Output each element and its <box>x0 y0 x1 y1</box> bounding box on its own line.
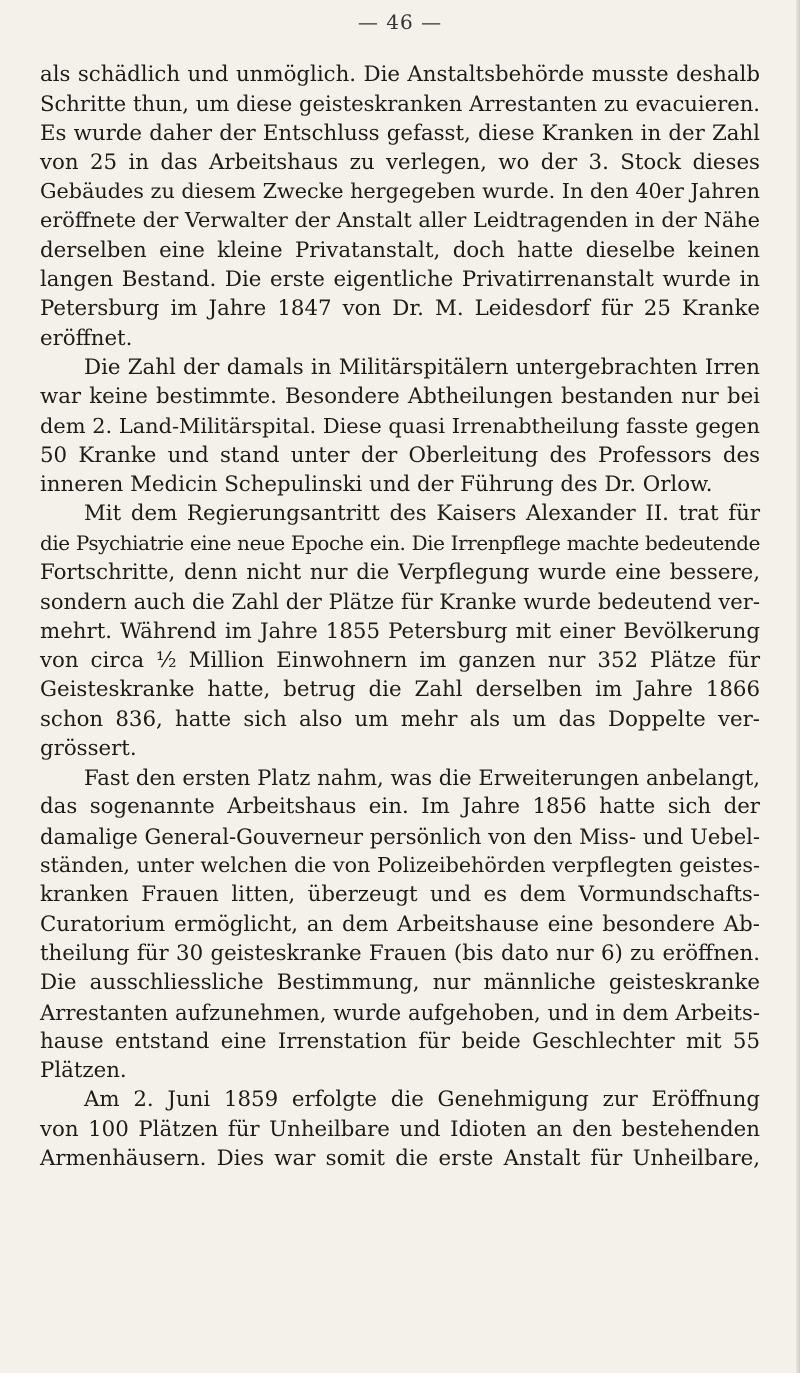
page-edge <box>796 0 800 1373</box>
text-line: Die ausschliessliche Bestimmung, nur männliche geisteskranke <box>40 970 760 996</box>
text-line: ständen, unter welchen die von Polizeibehörden verpflegten geistes- <box>40 853 760 878</box>
text-line: dem 2. Land-Militärspital. Diese quasi Irrenabtheilung fasste gegen <box>40 413 760 438</box>
text-line: Mit dem Regierungsantritt des Kaisers Alexander II. trat für <box>84 501 760 527</box>
text-line: Am 2. Juni 1859 erfolgte die Genehmigung zur Eröffnung <box>84 1087 760 1113</box>
text-line: als schädlich und unmöglich. Die Anstaltsbehörde musste deshalb <box>40 62 760 87</box>
text-line: das sogenannte Arbeitshaus ein. Im Jahre 1856 hatte sich der <box>40 794 760 820</box>
paragraph-4 <box>40 763 760 1085</box>
text-line: von 25 in das Arbeitshaus zu verlegen, wo der 3. Stock dieses <box>40 149 760 175</box>
text-line: Schritte thun, um diese geisteskranken Arrestanten zu evacuieren. <box>40 91 760 117</box>
text-line: Fortschritte, denn nicht nur die Verpflegung wurde eine bessere, <box>40 560 760 586</box>
text-line: Die Zahl der damals in Militärspitälern untergebrachten Irren <box>84 354 760 380</box>
text-line: Es wurde daher der Entschluss gefasst, diese Kranken in der Zahl <box>40 120 760 146</box>
text-line: Plätzen. <box>40 1058 127 1084</box>
text-line: eröffnete der Verwalter der Anstalt aller Leidtragenden in der Nähe <box>40 208 760 233</box>
text-line: von circa ½ Million Einwohnern im ganzen nur 352 Plätze für <box>40 647 760 673</box>
text-line: Geisteskranke hatte, betrug die Zahl derselben im Jahre 1866 <box>40 677 760 703</box>
text-line: 50 Kranke und stand unter der Oberleitung des Professors des <box>40 442 760 468</box>
text-line: Curatorium ermöglicht, an dem Arbeitshause eine besondere Ab- <box>40 911 760 937</box>
text-line: derselben eine kleine Privatanstalt, doch hatte dieselbe keinen <box>40 237 760 263</box>
paragraph-5 <box>40 1085 760 1173</box>
text-line: damalige General-Gouverneur persönlich von den Miss- und Uebel- <box>40 823 760 849</box>
text-line: Fast den ersten Platz nahm, was die Erweiterungen anbelangt, <box>84 765 760 791</box>
text-line: hause entstand eine Irrenstation für beide Geschlechter mit 55 <box>40 1028 760 1054</box>
text-line: inneren Medicin Schepulinski und der Führung des Dr. Orlow. <box>40 472 713 498</box>
text-line: war keine bestimmte. Besondere Abtheilungen bestanden nur bei <box>40 384 760 410</box>
text-line: kranken Frauen litten, überzeugt und es dem Vormundschafts- <box>40 882 760 908</box>
text-line: mehrt. Während im Jahre 1855 Petersburg mit einer Bevölkerung <box>40 618 760 644</box>
page-number-header: — 46 — <box>357 10 443 34</box>
text-line: von 100 Plätzen für Unheilbare und Idioten an den bestehenden <box>40 1116 760 1142</box>
text-line: sondern auch die Zahl der Plätze für Kranke wurde bedeutend ver- <box>40 589 760 615</box>
body-text <box>40 60 760 1173</box>
text-line: theilung für 30 geisteskranke Frauen (bis dato nur 6) zu eröffnen. <box>40 940 760 966</box>
paragraph-1 <box>40 60 760 353</box>
text-line: Armenhäusern. Dies war somit die erste Anstalt für Unheilbare, <box>40 1145 760 1171</box>
text-line: langen Bestand. Die erste eigentliche Privatirrenanstalt wurde in <box>40 267 760 293</box>
text-line: eröffnet. <box>40 325 133 351</box>
paragraph-3 <box>40 499 760 763</box>
text-line: Gebäudes zu diesem Zwecke hergegeben wurde. In den 40er Jahren <box>40 179 760 204</box>
text-line: grössert. <box>40 735 137 761</box>
text-line: die Psychiatrie eine neue Epoche ein. Die Irrenpflege machte bedeutende <box>40 531 760 555</box>
text-line: Petersburg im Jahre 1847 von Dr. M. Leidesdorf für 25 Kranke <box>40 296 760 322</box>
paragraph-2 <box>40 353 760 499</box>
text-line: schon 836, hatte sich also um mehr als um das Doppelte ver- <box>40 706 760 732</box>
text-line: Arrestanten aufzunehmen, wurde aufgehoben, und in dem Arbeits- <box>40 999 760 1025</box>
